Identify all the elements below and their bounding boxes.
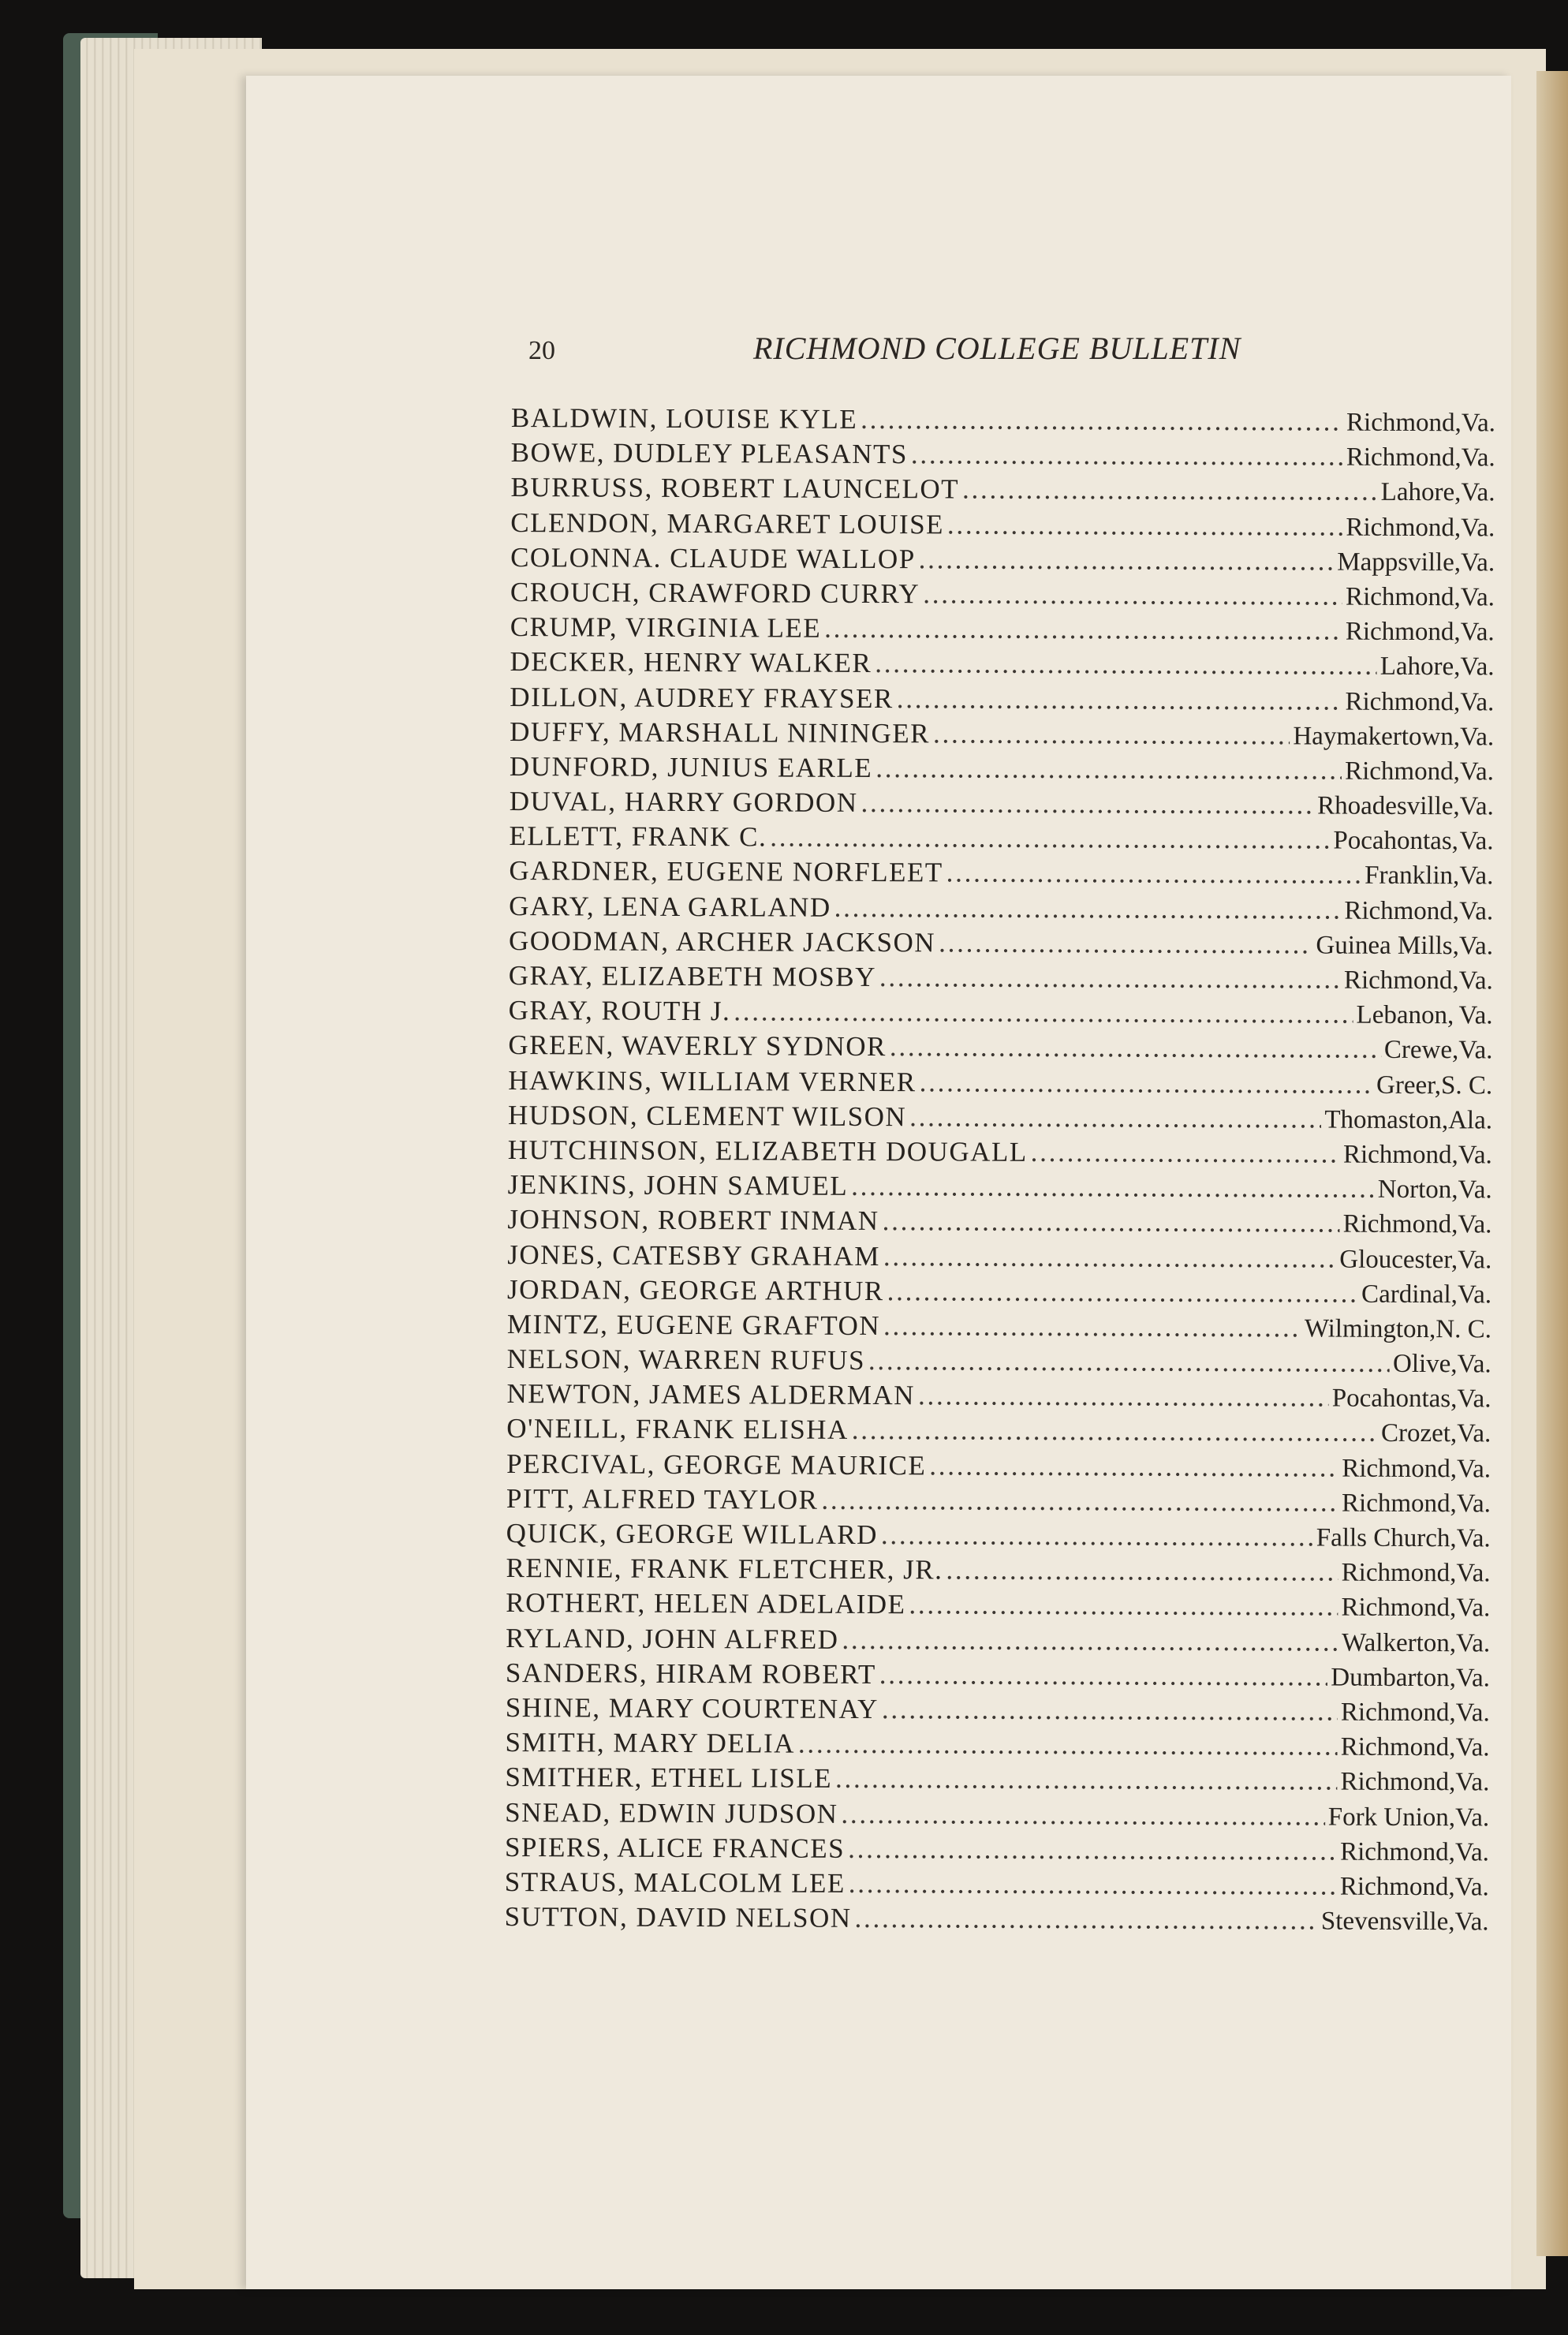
state: Va. bbox=[1454, 1837, 1490, 1867]
student-name: CROUCH, CRAWFORD CURRY bbox=[510, 576, 920, 610]
roster-entry bbox=[509, 924, 1493, 963]
dot-leader bbox=[861, 402, 1343, 439]
state: Va. bbox=[1461, 443, 1495, 473]
student-name: BALDWIN, LOUISE KYLE bbox=[510, 402, 858, 435]
state: Va. bbox=[1454, 1873, 1489, 1902]
roster-entry bbox=[510, 470, 1495, 510]
hometown: Wilmington, bbox=[1304, 1314, 1436, 1344]
roster-entry bbox=[509, 854, 1493, 893]
student-roster bbox=[505, 401, 1495, 1939]
dot-leader bbox=[881, 1518, 1313, 1554]
hometown: Richmond, bbox=[1344, 896, 1460, 925]
state: Va. bbox=[1457, 1384, 1491, 1414]
state: Va. bbox=[1456, 1559, 1491, 1588]
dot-leader bbox=[946, 1553, 1338, 1590]
hometown: Richmond, bbox=[1345, 687, 1461, 716]
roster-entry bbox=[508, 1063, 1492, 1103]
state: N. C. bbox=[1435, 1315, 1491, 1344]
dot-leader bbox=[939, 925, 1313, 962]
dot-leader bbox=[834, 890, 1342, 927]
student-name: O'NEILL, FRANK ELISHA bbox=[506, 1413, 849, 1446]
student-name: SUTTON, DAVID NELSON bbox=[504, 1901, 852, 1933]
hometown: Pocahontas, bbox=[1331, 1384, 1458, 1414]
dot-leader bbox=[821, 1483, 1338, 1520]
state: Va. bbox=[1458, 1175, 1492, 1205]
roster-entry bbox=[505, 1795, 1489, 1834]
roster-entry bbox=[509, 958, 1493, 998]
hometown: Cardinal, bbox=[1361, 1280, 1458, 1309]
state: Va. bbox=[1460, 583, 1495, 612]
roster-entry bbox=[510, 610, 1495, 649]
dot-leader bbox=[883, 1239, 1337, 1276]
student-name: HUDSON, CLEMENT WILSON bbox=[507, 1099, 907, 1132]
hometown: Dumbarton, bbox=[1331, 1663, 1456, 1692]
student-name: JONES, CATESBY GRAHAM bbox=[507, 1238, 880, 1272]
student-name: DUNFORD, JUNIUS EARLE bbox=[509, 750, 873, 783]
roster-entry bbox=[510, 784, 1494, 824]
dot-leader bbox=[770, 820, 1330, 857]
hometown: Stevensville, bbox=[1320, 1907, 1455, 1937]
roster-entry bbox=[506, 1551, 1490, 1590]
hometown: Rhoadesville, bbox=[1317, 791, 1460, 821]
hometown: Richmond, bbox=[1341, 1558, 1457, 1588]
dot-leader bbox=[882, 1692, 1338, 1729]
student-name: JENKINS, JOHN SAMUEL bbox=[507, 1169, 849, 1201]
hometown: Norton, bbox=[1377, 1175, 1458, 1205]
student-name: COLONNA. CLAUDE WALLOP bbox=[510, 541, 916, 574]
state: Va. bbox=[1457, 1280, 1492, 1309]
student-name: PITT, ALFRED TAYLOR bbox=[506, 1482, 819, 1515]
state: Va. bbox=[1458, 932, 1494, 961]
dot-leader bbox=[835, 1762, 1338, 1799]
student-name: SPIERS, ALICE FRANCES bbox=[504, 1831, 846, 1864]
roster-entry bbox=[508, 1168, 1492, 1207]
state: Va. bbox=[1460, 618, 1495, 647]
roster-entry bbox=[506, 1516, 1491, 1556]
hometown: Richmond, bbox=[1346, 582, 1461, 612]
student-name: GARDNER, EUGENE NORFLEET bbox=[509, 855, 943, 888]
student-name: GREEN, WAVERLY SYDNOR bbox=[508, 1029, 887, 1063]
dot-leader bbox=[875, 751, 1342, 788]
student-name: BOWE, DUDLEY PLEASANTS bbox=[510, 437, 909, 470]
state: Va. bbox=[1456, 1593, 1491, 1623]
roster-entry bbox=[511, 435, 1495, 475]
state: Va. bbox=[1454, 1907, 1489, 1937]
dot-leader bbox=[911, 437, 1343, 473]
dot-leader bbox=[842, 1622, 1338, 1659]
roster-entry bbox=[507, 1307, 1491, 1347]
roster-entry bbox=[509, 819, 1493, 858]
hometown: Richmond, bbox=[1346, 513, 1462, 542]
roster-entry bbox=[509, 993, 1493, 1033]
roster-entry bbox=[510, 715, 1494, 754]
dot-leader bbox=[841, 1796, 1325, 1833]
dot-leader bbox=[734, 994, 1353, 1031]
hometown: Thomaston, bbox=[1324, 1105, 1449, 1134]
page-header bbox=[528, 330, 1317, 374]
hometown: Richmond, bbox=[1342, 1489, 1457, 1519]
roster-entry bbox=[511, 401, 1495, 440]
student-name: RENNIE, FRANK FLETCHER, JR. bbox=[506, 1552, 943, 1586]
dot-leader bbox=[909, 1100, 1321, 1136]
dot-leader bbox=[909, 1588, 1338, 1624]
roster-entry bbox=[507, 1272, 1491, 1312]
student-name: GARY, LENA GARLAND bbox=[509, 890, 831, 923]
state: Va. bbox=[1457, 1419, 1491, 1448]
roster-entry bbox=[508, 1133, 1492, 1172]
hometown: Franklin, bbox=[1365, 861, 1460, 891]
state: Va. bbox=[1460, 548, 1495, 577]
state: S. C. bbox=[1441, 1070, 1493, 1100]
running-title: RICHMOND COLLEGE BULLETIN bbox=[753, 331, 1241, 366]
dot-leader bbox=[849, 1866, 1337, 1903]
hometown: Greer, bbox=[1376, 1070, 1442, 1100]
student-name: BURRUSS, ROBERT LAUNCELOT bbox=[510, 472, 960, 505]
dot-leader bbox=[851, 1169, 1375, 1206]
student-name: GOODMAN, ARCHER JACKSON bbox=[508, 925, 936, 958]
hometown: Richmond, bbox=[1340, 1732, 1456, 1762]
state: Va. bbox=[1455, 1663, 1491, 1693]
dot-leader bbox=[1031, 1135, 1341, 1171]
dot-leader bbox=[933, 716, 1290, 753]
dot-leader bbox=[861, 786, 1314, 823]
roster-entry bbox=[507, 1342, 1491, 1381]
student-name: STRAUS, MALCOLM LEE bbox=[504, 1866, 846, 1899]
roster-entry bbox=[510, 679, 1494, 719]
state: Va. bbox=[1461, 513, 1495, 543]
student-name: DILLON, AUDREY FRAYSER bbox=[510, 681, 894, 714]
roster-entry bbox=[506, 1377, 1491, 1416]
hometown: Guinea Mills, bbox=[1316, 931, 1459, 961]
roster-entry bbox=[506, 1481, 1491, 1521]
state: Va. bbox=[1455, 1628, 1491, 1657]
state: Va. bbox=[1459, 896, 1494, 926]
dot-leader bbox=[875, 646, 1377, 683]
dot-leader bbox=[929, 1448, 1338, 1485]
student-name: RYLAND, JOHN ALFRED bbox=[506, 1622, 839, 1655]
student-name: DUVAL, HARRY GORDON bbox=[509, 786, 858, 818]
hometown: Falls Church, bbox=[1316, 1523, 1457, 1553]
state: Va. bbox=[1458, 1141, 1492, 1170]
dot-leader bbox=[923, 577, 1342, 613]
hometown: Richmond, bbox=[1340, 1767, 1456, 1797]
state: Va. bbox=[1455, 1803, 1490, 1832]
state: Va. bbox=[1459, 792, 1494, 821]
roster-entry bbox=[507, 1202, 1491, 1242]
hometown: Walkerton, bbox=[1342, 1628, 1457, 1657]
hometown: Richmond, bbox=[1342, 1209, 1458, 1239]
state: Va. bbox=[1456, 1489, 1491, 1519]
dot-leader bbox=[798, 1727, 1338, 1764]
state: Va. bbox=[1457, 1350, 1491, 1379]
student-name: JOHNSON, ROBERT INMAN bbox=[507, 1204, 879, 1237]
student-name: MINTZ, EUGENE GRAFTON bbox=[506, 1308, 881, 1341]
state: Va. bbox=[1461, 409, 1495, 438]
student-name: SHINE, MARY COURTENAY bbox=[505, 1691, 879, 1724]
dot-leader bbox=[947, 507, 1343, 544]
hometown: Richmond, bbox=[1339, 1872, 1455, 1902]
hometown: Olive, bbox=[1392, 1349, 1458, 1379]
state: Va. bbox=[1458, 1036, 1493, 1065]
state: Ala. bbox=[1448, 1105, 1493, 1135]
student-name: NEWTON, JAMES ALDERMAN bbox=[506, 1378, 916, 1411]
state: Va. bbox=[1459, 757, 1495, 786]
hometown: Lahore, bbox=[1380, 478, 1462, 507]
state: Va. bbox=[1455, 1698, 1490, 1728]
hometown: Richmond, bbox=[1342, 1454, 1458, 1483]
hometown: Mappsville, bbox=[1337, 547, 1462, 577]
student-name: ELLETT, FRANK C. bbox=[509, 820, 767, 853]
student-name: ROTHERT, HELEN ADELAIDE bbox=[506, 1587, 906, 1620]
state: Va. bbox=[1460, 687, 1495, 716]
state: Va. bbox=[1458, 1001, 1493, 1030]
roster-entry bbox=[505, 1725, 1489, 1765]
hometown: Richmond, bbox=[1340, 1698, 1456, 1728]
student-name: HAWKINS, WILLIAM VERNER bbox=[508, 1064, 917, 1097]
roster-entry bbox=[510, 644, 1494, 684]
hometown: Haymakertown, bbox=[1293, 722, 1461, 751]
state: Va. bbox=[1458, 1245, 1492, 1274]
student-name: SMITHER, ETHEL LISLE bbox=[505, 1762, 833, 1795]
roster-entry bbox=[510, 749, 1494, 789]
hometown: Crozet, bbox=[1380, 1419, 1458, 1448]
hometown: Gloucester, bbox=[1339, 1245, 1458, 1274]
roster-entry bbox=[508, 1028, 1492, 1067]
student-name: GRAY, ELIZABETH MOSBY bbox=[508, 959, 877, 993]
dot-leader bbox=[868, 1343, 1390, 1380]
roster-entry bbox=[507, 1237, 1491, 1276]
dot-leader bbox=[824, 611, 1342, 648]
roster-entry bbox=[506, 1586, 1490, 1625]
student-name: PERCIVAL, GEORGE MAURICE bbox=[506, 1448, 927, 1481]
hometown: Richmond, bbox=[1346, 443, 1462, 473]
dot-leader bbox=[890, 1029, 1381, 1067]
dot-leader bbox=[879, 1657, 1328, 1694]
hometown: Richmond, bbox=[1342, 1140, 1458, 1170]
state: Va. bbox=[1456, 1524, 1491, 1553]
state: Va. bbox=[1455, 1768, 1490, 1797]
hometown: Richmond, bbox=[1346, 408, 1462, 438]
roster-entry bbox=[510, 575, 1495, 615]
hometown: Crewe, bbox=[1383, 1036, 1459, 1065]
dot-leader bbox=[946, 856, 1362, 892]
dot-leader bbox=[854, 1901, 1318, 1938]
student-name: DECKER, HENRY WALKER bbox=[510, 646, 872, 679]
hometown: Richmond, bbox=[1343, 966, 1459, 996]
dot-leader bbox=[887, 1274, 1359, 1311]
page-number: 20 bbox=[528, 336, 555, 365]
roster-entry bbox=[505, 1865, 1489, 1904]
state: Va. bbox=[1456, 1454, 1491, 1484]
roster-entry bbox=[508, 1098, 1492, 1138]
hometown: Pocahontas, bbox=[1333, 826, 1459, 856]
dot-leader bbox=[962, 473, 1378, 509]
hometown: Fork Union, bbox=[1327, 1803, 1456, 1832]
roster-entry bbox=[505, 1900, 1489, 1939]
student-name: SMITH, MARY DELIA bbox=[505, 1727, 796, 1759]
hometown: Richmond, bbox=[1340, 1837, 1455, 1866]
roster-entry bbox=[506, 1691, 1490, 1730]
state: Va. bbox=[1458, 966, 1493, 996]
student-name: CRUMP, VIRGINIA LEE bbox=[510, 611, 822, 644]
right-book-edge bbox=[1536, 71, 1568, 2256]
student-name: NELSON, WARREN RUFUS bbox=[506, 1343, 866, 1377]
hometown: Lahore, bbox=[1379, 652, 1461, 682]
state: Va. bbox=[1459, 827, 1494, 856]
roster-entry bbox=[506, 1411, 1491, 1451]
dot-leader bbox=[848, 1832, 1337, 1869]
roster-entry bbox=[506, 1656, 1490, 1695]
student-name: JORDAN, GEORGE ARTHUR bbox=[507, 1273, 884, 1306]
student-name: GRAY, ROUTH J. bbox=[508, 995, 731, 1027]
hometown: Richmond, bbox=[1345, 757, 1460, 786]
state: Va. bbox=[1460, 652, 1495, 682]
student-name: QUICK, GEORGE WILLARD bbox=[506, 1517, 879, 1551]
state: Va. bbox=[1458, 1210, 1492, 1239]
roster-entry bbox=[510, 506, 1495, 545]
state: Va. bbox=[1455, 1733, 1490, 1762]
student-name: DUFFY, MARSHALL NININGER bbox=[510, 715, 931, 749]
student-name: SANDERS, HIRAM ROBERT bbox=[505, 1657, 876, 1690]
dot-leader bbox=[883, 1309, 1301, 1345]
state: Va. bbox=[1461, 478, 1495, 507]
dot-leader bbox=[920, 1065, 1374, 1102]
dot-leader bbox=[883, 1204, 1340, 1241]
roster-entry bbox=[506, 1447, 1491, 1486]
roster-entry bbox=[506, 1621, 1490, 1661]
hometown: Richmond, bbox=[1345, 617, 1461, 647]
student-name: SNEAD, EDWIN JUDSON bbox=[505, 1796, 838, 1829]
student-name: HUTCHINSON, ELIZABETH DOUGALL bbox=[507, 1134, 1028, 1168]
roster-entry bbox=[509, 889, 1493, 928]
dot-leader bbox=[879, 960, 1341, 997]
dot-leader bbox=[919, 542, 1335, 578]
roster-entry bbox=[510, 540, 1495, 580]
roster-entry bbox=[505, 1830, 1489, 1870]
student-name: CLENDON, MARGARET LOUISE bbox=[510, 506, 945, 540]
hometown: Richmond, bbox=[1341, 1593, 1457, 1623]
roster-entry bbox=[505, 1760, 1489, 1799]
state: Va. bbox=[1459, 722, 1495, 752]
state: Va. bbox=[1459, 861, 1494, 891]
dot-leader bbox=[852, 1413, 1378, 1450]
dot-leader bbox=[897, 682, 1342, 718]
hometown: Lebanon, bbox=[1356, 1000, 1454, 1030]
dot-leader bbox=[918, 1379, 1329, 1415]
